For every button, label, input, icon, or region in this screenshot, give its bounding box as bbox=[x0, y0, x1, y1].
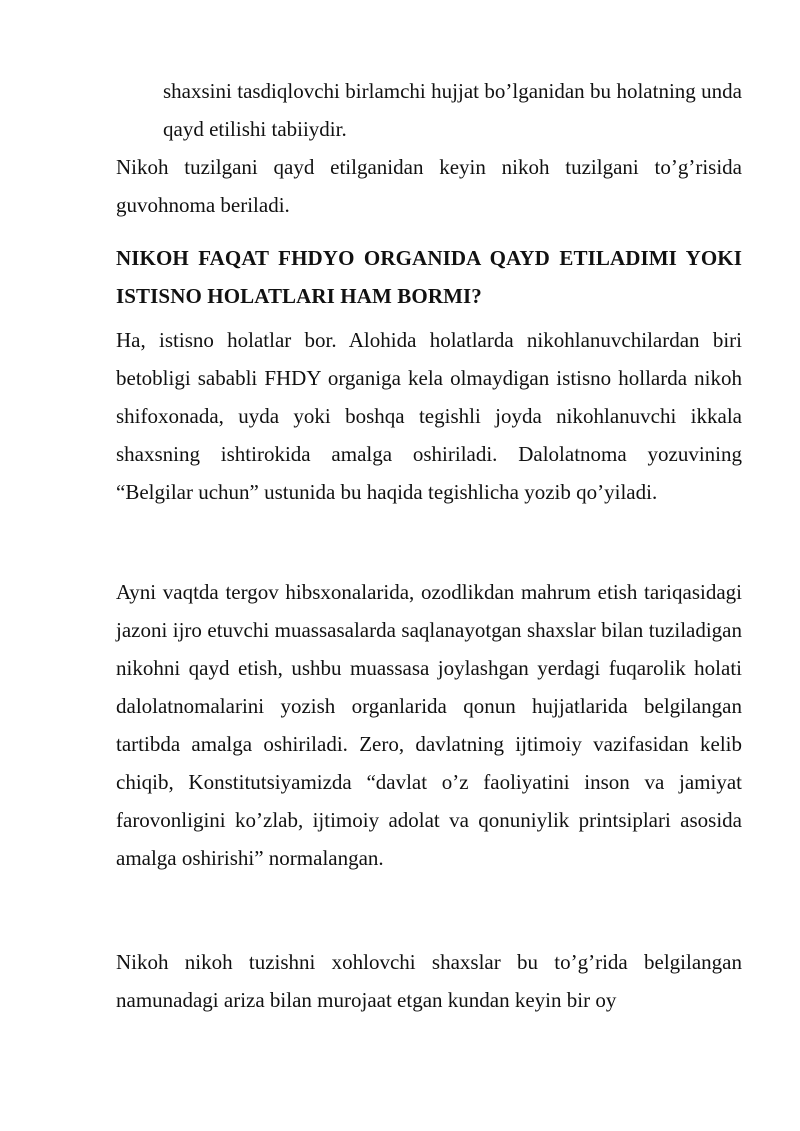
paragraph-application: Nikoh nikoh tuzishni xohlovchi shaxslar bu to’g’rida belgilangan namunadagi ariza bilan murojaat etgan kundan keyin bir oy bbox=[116, 950, 742, 1012]
paragraph-detention-facilities: Ayni vaqtda tergov hibsxonalarida, ozodlikdan mahrum etish tariqasidagi jazoni ijro etuvchi muassasalarda saqlanayotgan shaxslar bilan tuziladigan nikohni qayd etish, ushbu muassasa joylashgan yerdagi fuqarolik holati dalolatnomalarini yozish organlarida qonun hujjatlarida belgilangan tartibda amalga oshiriladi. Zero, davlatning ijtimoiy vazifasidan kelib chiqib, Konstitutsiyamizda “davlat o’z faoliyatini inson va jamiyat farovonligini ko’zlab, ijtimoiy adolat va qonuniylik printsiplari asosida amalga oshirishi” normalangan. bbox=[116, 580, 742, 870]
continuation-paragraph: shaxsini tasdiqlovchi birlamchi hujjat bo’lganidan bu holatning unda qayd etilishi tabiiydir. bbox=[163, 79, 742, 141]
paragraph-exceptions: Ha, istisno holatlar bor. Alohida holatlarda nikohlanuvchilardan biri betobligi sababli FHDY organiga kela olmaydigan istisno hollarda nikoh shifoxonada, uyda yoki boshqa tegishli joyda nikohlanuvchi ikkala shaxsning ishtirokida amalga oshiriladi. Dalolatnoma yozuvining “Belgilar uchun” ustunida bu haqida tegishlicha yozib qo’yiladi. bbox=[116, 328, 742, 504]
section-heading: NIKOH FAQAT FHDYO ORGANIDA QAYD ETILADIMI YOKI ISTISNO HOLATLARI HAM BORMI? bbox=[116, 246, 742, 308]
paragraph-certificate: Nikoh tuzilgani qayd etilganidan keyin nikoh tuzilgani to’g’risida guvohnoma beriladi. bbox=[116, 155, 742, 217]
